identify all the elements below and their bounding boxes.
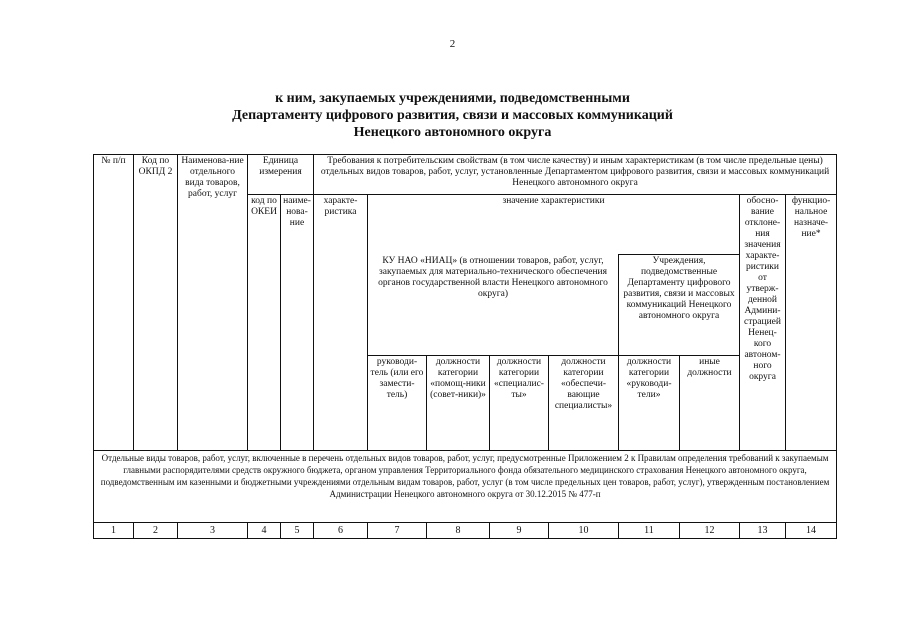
header-name: Наименова-ние отдельного вида товаров, работ, услуг — [178, 155, 248, 451]
header-col-8: должности категории «помощ-ники (совет-ники)» — [427, 355, 490, 450]
header-col-10: должности категории «обеспечи-вающие специалисты» — [549, 355, 619, 450]
page-title — [0, 90, 905, 141]
page-number: 2 — [449, 38, 456, 50]
column-number: 13 — [740, 522, 786, 538]
header-value: значение характеристики — [368, 195, 740, 255]
header-col-11: должности категории «руководи-тели» — [619, 355, 680, 450]
column-number: 12 — [680, 522, 740, 538]
header-col-9: должности категории «специалис-ты» — [490, 355, 549, 450]
header-ku-niac: КУ НАО «НИАЦ» (в отношении товаров, работ, услуг, закупаемых для материально-технического обеспечения органов государственной власти Ненецкого автономного округа) — [368, 255, 619, 355]
column-number: 1 — [94, 522, 134, 538]
column-number: 2 — [134, 522, 178, 538]
header-requirements: Требования к потребительским свойствам (в том числе качеству) и иным характеристикам (в том числе предельные цены) отдельных видов товаров, работ, услуг, установленные Департаментом цифрового развития, связи и массовых коммуникаций Ненецкого автономного округа — [314, 155, 837, 195]
column-number: 14 — [786, 522, 837, 538]
table-note: Отдельные виды товаров, работ, услуг, включенные в перечень отдельных видов товаров, работ, услуг, предусмотренные Приложением 2 к Правилам определения требований к закупаемым главными распорядителями средств окружного бюджета, органом управления Территориального фонда обязательного медицинского страхования Ненецкого автономного округа, подведомственным им казенными и бюджетными учреждениями отдельным видам товаров, работ, услуг (в том числе предельных цен товаров, работ, услуг), утвержденным постановлением Администрации Ненецкого автономного округа от 30.12.2015 № 477-п — [94, 450, 837, 522]
title-line-1: к ним, закупаемых учреждениями, подведомственными — [275, 91, 630, 106]
title-line-3: Ненецкого автономного округа — [353, 125, 552, 140]
requirements-table — [93, 154, 837, 539]
header-justification: обосно-вание отклоне-ния значения характе-ристики от утверж-денной Админи-страцией Ненец-кого автоном-ного округа — [740, 195, 786, 451]
header-col-12: иные должности — [680, 355, 740, 450]
header-okpd: Код по ОКПД 2 — [134, 155, 178, 451]
header-characteristic: характе-ристика — [314, 195, 368, 451]
header-unit-code: код по ОКЕИ — [248, 195, 281, 451]
header-function: функцио-нальное назначе-ние* — [786, 195, 837, 451]
header-institutions: Учреждения, подведомственные Департаменту цифрового развития, связи и массовых коммуникаций Ненецкого автономного округа — [619, 255, 740, 355]
header-unit: Единица измерения — [248, 155, 314, 195]
header-np: № п/п — [94, 155, 134, 451]
column-number: 11 — [619, 522, 680, 538]
column-number: 6 — [314, 522, 368, 538]
column-number: 9 — [490, 522, 549, 538]
column-number: 8 — [427, 522, 490, 538]
column-number: 5 — [281, 522, 314, 538]
column-number: 4 — [248, 522, 281, 538]
column-number: 10 — [549, 522, 619, 538]
header-col-7: руководи-тель (или его замести-тель) — [368, 355, 427, 450]
header-unit-name: наиме-нова-ние — [281, 195, 314, 451]
column-number: 3 — [178, 522, 248, 538]
title-line-2: Департаменту цифрового развития, связи и массовых коммуникаций — [232, 108, 673, 123]
column-number: 7 — [368, 522, 427, 538]
